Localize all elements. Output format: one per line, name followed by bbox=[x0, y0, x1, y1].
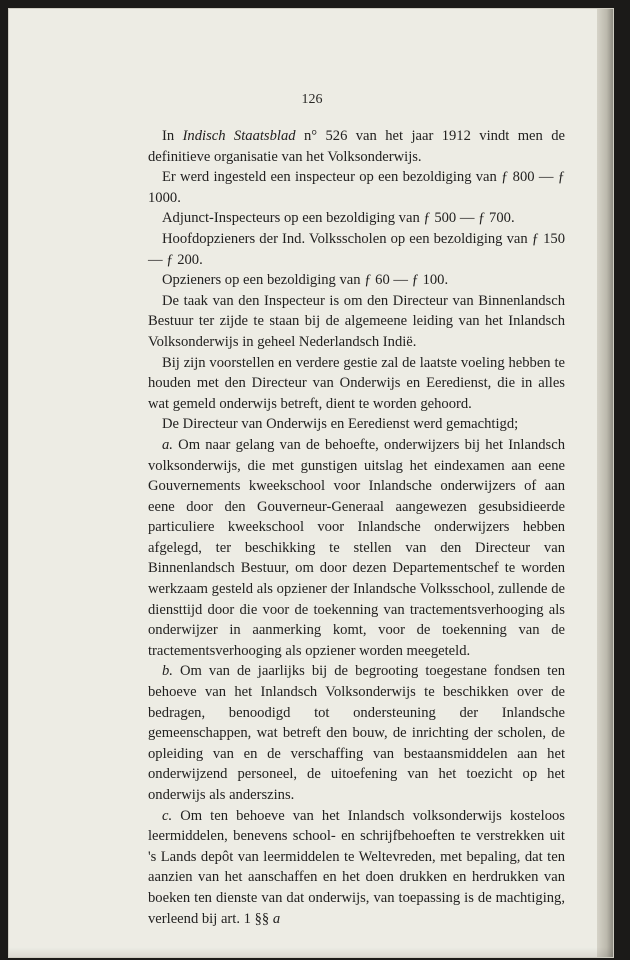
text-run: Opzieners op een bezoldiging van ƒ 60 — ƒ 100. bbox=[162, 272, 449, 289]
text-run: De Directeur van Onderwijs en Eeredienst werd gemachtigd; bbox=[162, 416, 519, 433]
italic-text: Indisch Staatsblad bbox=[182, 128, 296, 144]
paragraph bbox=[148, 661, 565, 805]
text-run: In bbox=[162, 128, 183, 144]
text-run: Er werd ingesteld een inspecteur op een bezoldiging van ƒ 800 — ƒ 1000. bbox=[148, 169, 565, 206]
text-run: Hoofdopzieners der Ind. Volksscholen op een bezoldiging van ƒ 150 — ƒ 200. bbox=[148, 230, 565, 268]
italic-text: b. bbox=[162, 663, 173, 680]
text-run: n° 526 van het jaar 1912 vindt men de definitieve organisatie van het Volksonderwijs. bbox=[148, 128, 565, 165]
book-spine-shadow bbox=[597, 9, 613, 957]
paragraph bbox=[148, 208, 565, 229]
paragraph bbox=[148, 167, 565, 208]
text-run: Om van de jaarlijks bij de begrooting toegestane fondsen ten behoeve van het Inlandsch Volksonderwijs te beschikken over de bedragen, benoodigd tot ondersteuning der Inlandsche gemeenschappen, wat betreft den bouw, de inrichting der scholen, de opleiding van en de verschaffing van bestaansmiddelen aan het onderwijzend personeel, de uitoefening van het toezicht op het onderwijs als anderszins. bbox=[148, 663, 565, 803]
text-run: Bij zijn voorstellen en verdere gestie zal de laatste voeling hebben te houden met den Directeur van Onderwijs en Eeredienst, die in alles wat gemeld onderwijs betreft, dient te worden gehoord. bbox=[148, 354, 565, 412]
text-run: Om ten behoeve van het Inlandsch volksonderwijs kosteloos leermiddelen, benevens school- en schrijfbehoeften te verstrekken uit 's Lands depôt van leermiddelen te Weltevreden, met bepaling, dat ten aanzien van het aanschaffen en het doen drukken en herdrukken van boeken ten dienste van dat onderwijs, van toepassing is de machtiging, verleend bij art. 1 §§ bbox=[148, 807, 565, 927]
italic-text: c. bbox=[162, 807, 173, 824]
italic-text: a bbox=[272, 910, 281, 927]
body-text bbox=[148, 126, 565, 929]
page-bottom-edge bbox=[9, 947, 613, 957]
text-run: Om naar gelang van de behoefte, onderwijzers bij het Inlandsch volksonderwijs, die met gunstigen uitslag het eindexamen aan eene Gouvernements kweekschool voor Inlandsche onderwijzers of aan eene door den Gouverneur-Generaal aangewezen gesubsidieerde particuliere kweekschool voor Inlandsche onderwijzers hebben afgelegd, ter beschikking te stellen van den Directeur van Binnenlandsch Bestuur, om door dezen Departementschef te worden werkzaam gesteld als opziener der Inlandsche Volksschool, zullende de diensttijd door die voor de toekenning van tractementsverhooging als onderwijzer in aanmerking komt, voor de toekenning van de tractementsverhooging als opziener worden meegeteld. bbox=[148, 436, 565, 659]
paragraph bbox=[148, 353, 565, 415]
paragraph bbox=[148, 435, 565, 662]
paragraph bbox=[148, 270, 565, 291]
paragraph bbox=[148, 414, 565, 435]
paragraph bbox=[148, 291, 565, 353]
text-run: De taak van den Inspecteur is om den Directeur van Binnenlandsch Bestuur ter zijde te staan bij de algemeene leiding van het Inlandsch Volksonderwijs in geheel Nederlandsch Indië. bbox=[148, 292, 565, 350]
paragraph bbox=[148, 229, 565, 270]
page-number: 126 bbox=[301, 92, 323, 107]
paragraph bbox=[148, 126, 565, 167]
text-run: Adjunct-Inspecteurs op een bezoldiging van ƒ 500 — ƒ 700. bbox=[162, 210, 515, 227]
paragraph bbox=[148, 806, 565, 930]
book-page bbox=[8, 8, 614, 958]
italic-text: a. bbox=[162, 436, 173, 453]
